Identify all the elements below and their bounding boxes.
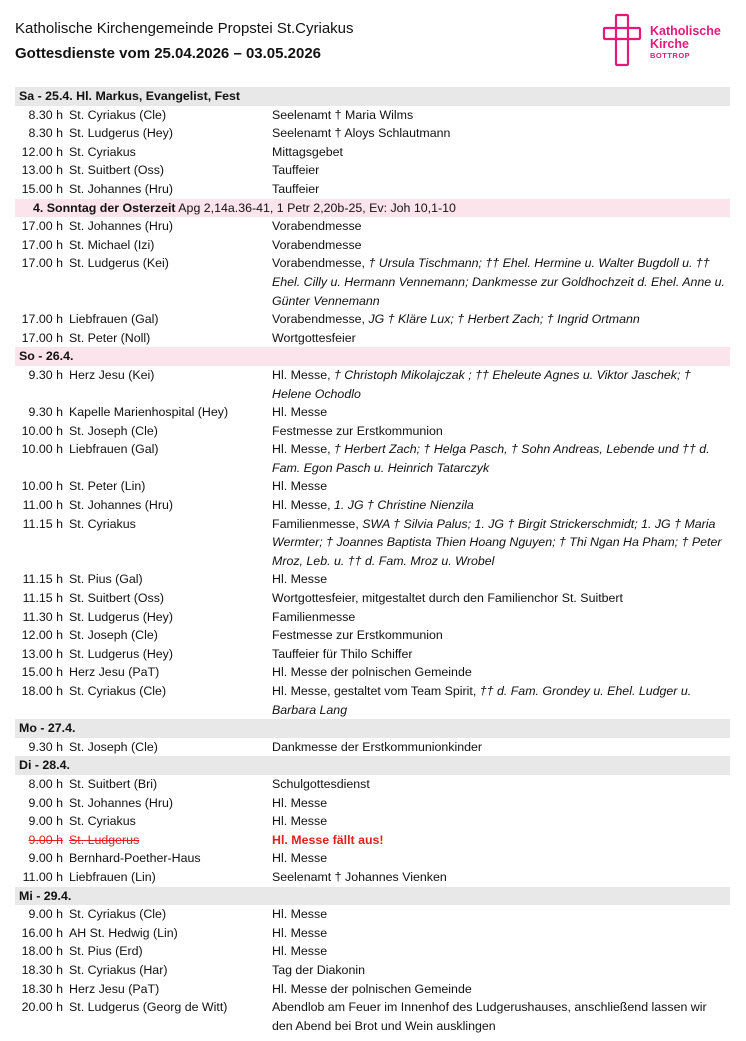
service-description xyxy=(272,608,730,627)
description-text: Hl. Messe xyxy=(272,479,328,494)
service-location: AH St. Hedwig (Lin) xyxy=(69,925,178,940)
description-text: Vorabendmesse xyxy=(272,219,362,234)
service-location: St. Ludgerus (Hey) xyxy=(69,609,173,624)
service-time: 18.00 h xyxy=(21,944,63,959)
description-text: Mittagsgebet xyxy=(272,144,343,159)
service-time: 12.00 h xyxy=(21,144,63,159)
description-text: Tauffeier xyxy=(272,163,320,178)
service-description xyxy=(272,570,730,589)
service-location: St. Johannes (Hru) xyxy=(69,181,173,196)
service-location: St. Ludgerus xyxy=(69,832,140,847)
service-time: 20.00 h xyxy=(21,1000,63,1015)
description-text: Hl. Messe, xyxy=(272,498,334,513)
day-header: Mo - 27.4. xyxy=(15,719,730,738)
description-text: Hl. Messe, xyxy=(272,367,334,382)
service-location: St. Suitbert (Bri) xyxy=(69,776,158,791)
service-location: Kapelle Marienhospital (Hey) xyxy=(69,405,229,420)
description-text: Hl. Messe xyxy=(272,851,328,866)
liturgical-day-name: 4. Sonntag der Osterzeit xyxy=(33,200,176,215)
description-text: Familienmesse, xyxy=(272,516,363,531)
service-location: St. Cyriakus xyxy=(69,516,136,531)
service-description xyxy=(272,868,730,887)
service-description xyxy=(272,645,730,664)
service-description xyxy=(272,980,730,999)
service-row xyxy=(15,236,730,255)
service-row xyxy=(15,589,730,608)
service-location: Liebfrauen (Gal) xyxy=(69,442,159,457)
service-location: St. Joseph (Cle) xyxy=(69,628,158,643)
service-location: St. Johannes (Hru) xyxy=(69,219,173,234)
service-description xyxy=(272,477,730,496)
service-time: 17.00 h xyxy=(21,237,63,252)
service-row xyxy=(15,366,730,403)
description-text: Vorabendmesse xyxy=(272,237,362,252)
service-row xyxy=(15,124,730,143)
service-time: 9.00 h xyxy=(28,851,63,866)
service-row xyxy=(15,422,730,441)
logo-line-2: Kirche xyxy=(650,37,689,51)
service-time: 13.00 h xyxy=(21,163,63,178)
service-row xyxy=(15,180,730,199)
service-location: St. Ludgerus (Georg de Witt) xyxy=(69,1000,228,1015)
intention-text: JG † Kläre Lux; † Herbert Zach; † Ingrid Ortmann xyxy=(368,312,640,327)
service-location: St. Johannes (Hru) xyxy=(69,498,173,513)
cancelled-service-row xyxy=(15,831,730,850)
description-text: Wortgottesfeier, mitgestaltet durch den Familienchor St. Suitbert xyxy=(272,591,624,606)
liturgical-day-row xyxy=(15,199,730,218)
description-text: Hl. Messe xyxy=(272,405,328,420)
service-row xyxy=(15,980,730,999)
service-row xyxy=(15,161,730,180)
service-row xyxy=(15,738,730,757)
service-description xyxy=(272,682,730,719)
cross-icon xyxy=(602,13,644,67)
service-time: 15.00 h xyxy=(21,665,63,680)
service-description xyxy=(272,663,730,682)
service-description xyxy=(272,775,730,794)
service-time: 8.30 h xyxy=(28,126,63,141)
intention-text: †† d. Fam. Grondey u. Ehel. Ludger u. Barbara Lang xyxy=(272,684,692,717)
service-row xyxy=(15,217,730,236)
service-row xyxy=(15,608,730,627)
service-description xyxy=(272,329,730,348)
service-row xyxy=(15,310,730,329)
service-location: Herz Jesu (PaT) xyxy=(69,665,160,680)
service-time: 9.30 h xyxy=(28,739,63,754)
description-text: Hl. Messe der polnischen Gemeinde xyxy=(272,981,472,996)
service-description xyxy=(272,849,730,868)
description-text: Hl. Messe xyxy=(272,925,328,940)
organization-name: Katholische Kirchengemeinde Propstei St.Cyriakus xyxy=(15,20,354,37)
service-row xyxy=(15,329,730,348)
description-text: Hl. Messe xyxy=(272,907,328,922)
description-text: Vorabendmesse, xyxy=(272,312,369,327)
service-location: St. Cyriakus (Cle) xyxy=(69,684,167,698)
service-row xyxy=(15,570,730,589)
service-row xyxy=(15,477,730,496)
service-row xyxy=(15,254,730,310)
service-location: St. Suitbert (Oss) xyxy=(69,163,165,178)
service-time: 9.30 h xyxy=(28,367,63,382)
service-description xyxy=(272,924,730,943)
description-text: Wortgottesfeier xyxy=(272,330,356,345)
service-description xyxy=(272,143,730,162)
service-location: St. Ludgerus (Hey) xyxy=(69,646,173,661)
service-schedule xyxy=(15,87,730,1035)
service-row xyxy=(15,998,730,1035)
service-time: 10.00 h xyxy=(21,479,63,494)
service-time: 17.00 h xyxy=(21,330,63,345)
service-description xyxy=(272,515,730,571)
service-time: 17.00 h xyxy=(21,219,63,234)
description-text: Hl. Messe der polnischen Gemeinde xyxy=(272,665,472,680)
day-header: Di - 28.4. xyxy=(15,756,730,775)
service-time: 11.30 h xyxy=(22,609,63,624)
service-description xyxy=(272,161,730,180)
intention-text: 1. JG † Christine Nienzila xyxy=(333,498,474,513)
service-description xyxy=(272,905,730,924)
service-time: 10.00 h xyxy=(21,442,63,457)
page-header xyxy=(15,19,354,64)
service-location: Herz Jesu (PaT) xyxy=(69,981,160,996)
service-time: 9.00 h xyxy=(28,907,63,922)
service-row xyxy=(15,868,730,887)
description-text: Tag der Diakonin xyxy=(272,962,365,977)
service-row xyxy=(15,403,730,422)
intention-text: † Ursula Tischmann; †† Ehel. Hermine u. Walter Bugdoll u. †† Ehel. Cilly u. Hermann Vennemann; Dankmesse zur Goldhochzeit d. Ehel. Anne u. Günter Vennemann xyxy=(272,256,725,308)
service-row xyxy=(15,496,730,515)
service-row xyxy=(15,440,730,477)
service-row xyxy=(15,961,730,980)
service-description xyxy=(272,254,730,310)
service-description xyxy=(272,310,730,329)
service-time: 11.00 h xyxy=(22,498,63,513)
service-time: 11.15 h xyxy=(22,572,63,587)
intention-text: SWA † Silvia Palus; 1. JG † Birgit Strickerschmidt; 1. JG † Maria Wermter; † Joannes Baptista Thien Hoang Nguyen; † Thi Ngan Ha Pham; † Peter Mroz, Leb. u. †† d. Fam. Mroz u. Wrobel xyxy=(272,516,722,568)
service-time: 9.00 h xyxy=(28,795,63,810)
service-location: Herz Jesu (Kei) xyxy=(69,367,155,382)
description-text: Schulgottesdienst xyxy=(272,776,370,791)
service-time: 11.15 h xyxy=(22,591,63,606)
service-time: 16.00 h xyxy=(21,925,63,940)
service-time: 18.30 h xyxy=(21,981,63,996)
service-location: St. Johannes (Hru) xyxy=(69,795,173,810)
service-location: St. Ludgerus (Hey) xyxy=(69,126,173,141)
service-description xyxy=(272,961,730,980)
service-location: St. Cyriakus (Cle) xyxy=(69,907,167,922)
service-location: St. Cyriakus (Cle) xyxy=(69,107,167,122)
description-text: Dankmesse der Erstkommunionkinder xyxy=(272,739,483,754)
description-text: Abendlob am Feuer im Innenhof des Ludgerushauses, anschließend lassen wir den Abend bei Brot und Wein ausklingen xyxy=(272,1000,707,1033)
service-row xyxy=(15,682,730,719)
service-description xyxy=(272,366,730,403)
service-time: 8.00 h xyxy=(28,776,63,791)
service-description xyxy=(272,180,730,199)
service-description xyxy=(272,217,730,236)
service-row xyxy=(15,905,730,924)
service-row xyxy=(15,645,730,664)
description-text: Festmesse zur Erstkommunion xyxy=(272,423,443,438)
service-location: St. Pius (Erd) xyxy=(69,944,143,959)
service-location: Liebfrauen (Lin) xyxy=(69,869,156,884)
service-location: St. Michael (Izi) xyxy=(69,237,155,252)
description-text: Vorabendmesse, xyxy=(272,256,369,271)
service-time: 18.00 h xyxy=(21,684,63,698)
service-description xyxy=(272,589,730,608)
service-location: Bernhard-Poether-Haus xyxy=(69,851,201,866)
description-text: Seelenamt † Maria Wilms xyxy=(272,107,414,122)
service-row xyxy=(15,849,730,868)
service-description xyxy=(272,440,730,477)
service-time: 12.00 h xyxy=(21,628,63,643)
description-text: Tauffeier für Thilo Schiffer xyxy=(272,646,413,661)
description-text: Hl. Messe fällt aus! xyxy=(272,832,384,847)
service-description xyxy=(272,626,730,645)
scripture-readings: Apg 2,14a.36-41, 1 Petr 2,20b-25, Ev: Joh 10,1-10 xyxy=(178,200,456,215)
description-text: Seelenamt † Aloys Schlautmann xyxy=(272,126,451,141)
service-row xyxy=(15,626,730,645)
description-text: Hl. Messe xyxy=(272,795,328,810)
description-text: Hl. Messe xyxy=(272,944,328,959)
service-location: Liebfrauen (Gal) xyxy=(69,312,159,327)
service-row xyxy=(15,663,730,682)
logo-line-1: Katholische xyxy=(650,24,721,38)
day-header: So - 26.4. xyxy=(15,347,730,366)
service-time: 9.00 h xyxy=(28,832,63,847)
service-time: 17.00 h xyxy=(21,312,63,327)
service-description xyxy=(272,794,730,813)
service-row xyxy=(15,515,730,571)
description-text: Hl. Messe xyxy=(272,814,328,829)
service-description xyxy=(272,998,730,1035)
description-text: Hl. Messe xyxy=(272,572,328,587)
service-description xyxy=(272,403,730,422)
description-text: Seelenamt † Johannes Vienken xyxy=(272,869,447,884)
service-location: St. Ludgerus (Kei) xyxy=(69,256,169,271)
description-text: Hl. Messe, xyxy=(272,442,334,457)
service-time: 9.30 h xyxy=(28,405,63,420)
service-description xyxy=(272,942,730,961)
schedule-period-title: Gottesdienste vom 25.04.2026 – 03.05.2026 xyxy=(15,45,322,62)
service-row xyxy=(15,106,730,125)
service-location: St. Cyriakus (Har) xyxy=(69,962,168,977)
service-description xyxy=(272,106,730,125)
katholische-kirche-bottrop-logo xyxy=(602,13,734,69)
service-row xyxy=(15,794,730,813)
service-row xyxy=(15,942,730,961)
service-row xyxy=(15,924,730,943)
service-location: St. Joseph (Cle) xyxy=(69,739,158,754)
service-time: 11.00 h xyxy=(22,869,63,884)
service-location: St. Peter (Lin) xyxy=(69,479,146,494)
service-description xyxy=(272,738,730,757)
service-row xyxy=(15,775,730,794)
service-description xyxy=(272,124,730,143)
service-description xyxy=(272,496,730,515)
description-text: Hl. Messe, gestaltet vom Team Spirit, xyxy=(272,684,480,698)
service-location: St. Cyriakus xyxy=(69,814,136,829)
day-header: Mi - 29.4. xyxy=(15,887,730,906)
logo-line-3: BOTTROP xyxy=(650,51,691,60)
service-row xyxy=(15,812,730,831)
service-location: St. Suitbert (Oss) xyxy=(69,591,165,606)
description-text: Familienmesse xyxy=(272,609,356,624)
service-row xyxy=(15,143,730,162)
day-header: Sa - 25.4. Hl. Markus, Evangelist, Fest xyxy=(15,87,730,106)
service-description xyxy=(272,422,730,441)
service-time: 8.30 h xyxy=(28,107,63,122)
description-text: Tauffeier xyxy=(272,181,320,196)
service-time: 17.00 h xyxy=(21,256,63,271)
service-location: St. Pius (Gal) xyxy=(69,572,143,587)
service-location: St. Joseph (Cle) xyxy=(69,423,158,438)
description-text: Festmesse zur Erstkommunion xyxy=(272,628,443,643)
service-time: 11.15 h xyxy=(22,516,63,531)
intention-text: † Christoph Mikolajczak ; †† Eheleute Agnes u. Viktor Jaschek; † Helene Ochodlo xyxy=(272,367,691,401)
intention-text: † Herbert Zach; † Helga Pasch, † Sohn Andreas, Lebende und †† d. Fam. Egon Pasch u. Heinrich Tatarczyk xyxy=(272,442,710,475)
service-description xyxy=(272,812,730,831)
service-location: St. Cyriakus xyxy=(69,144,136,159)
service-description xyxy=(272,236,730,255)
service-location: St. Peter (Noll) xyxy=(69,330,151,345)
service-time: 13.00 h xyxy=(21,646,63,661)
service-time: 18.30 h xyxy=(21,962,63,977)
service-time: 9.00 h xyxy=(28,814,63,829)
service-description xyxy=(272,831,730,850)
service-time: 10.00 h xyxy=(21,423,63,438)
service-time: 15.00 h xyxy=(21,181,63,196)
